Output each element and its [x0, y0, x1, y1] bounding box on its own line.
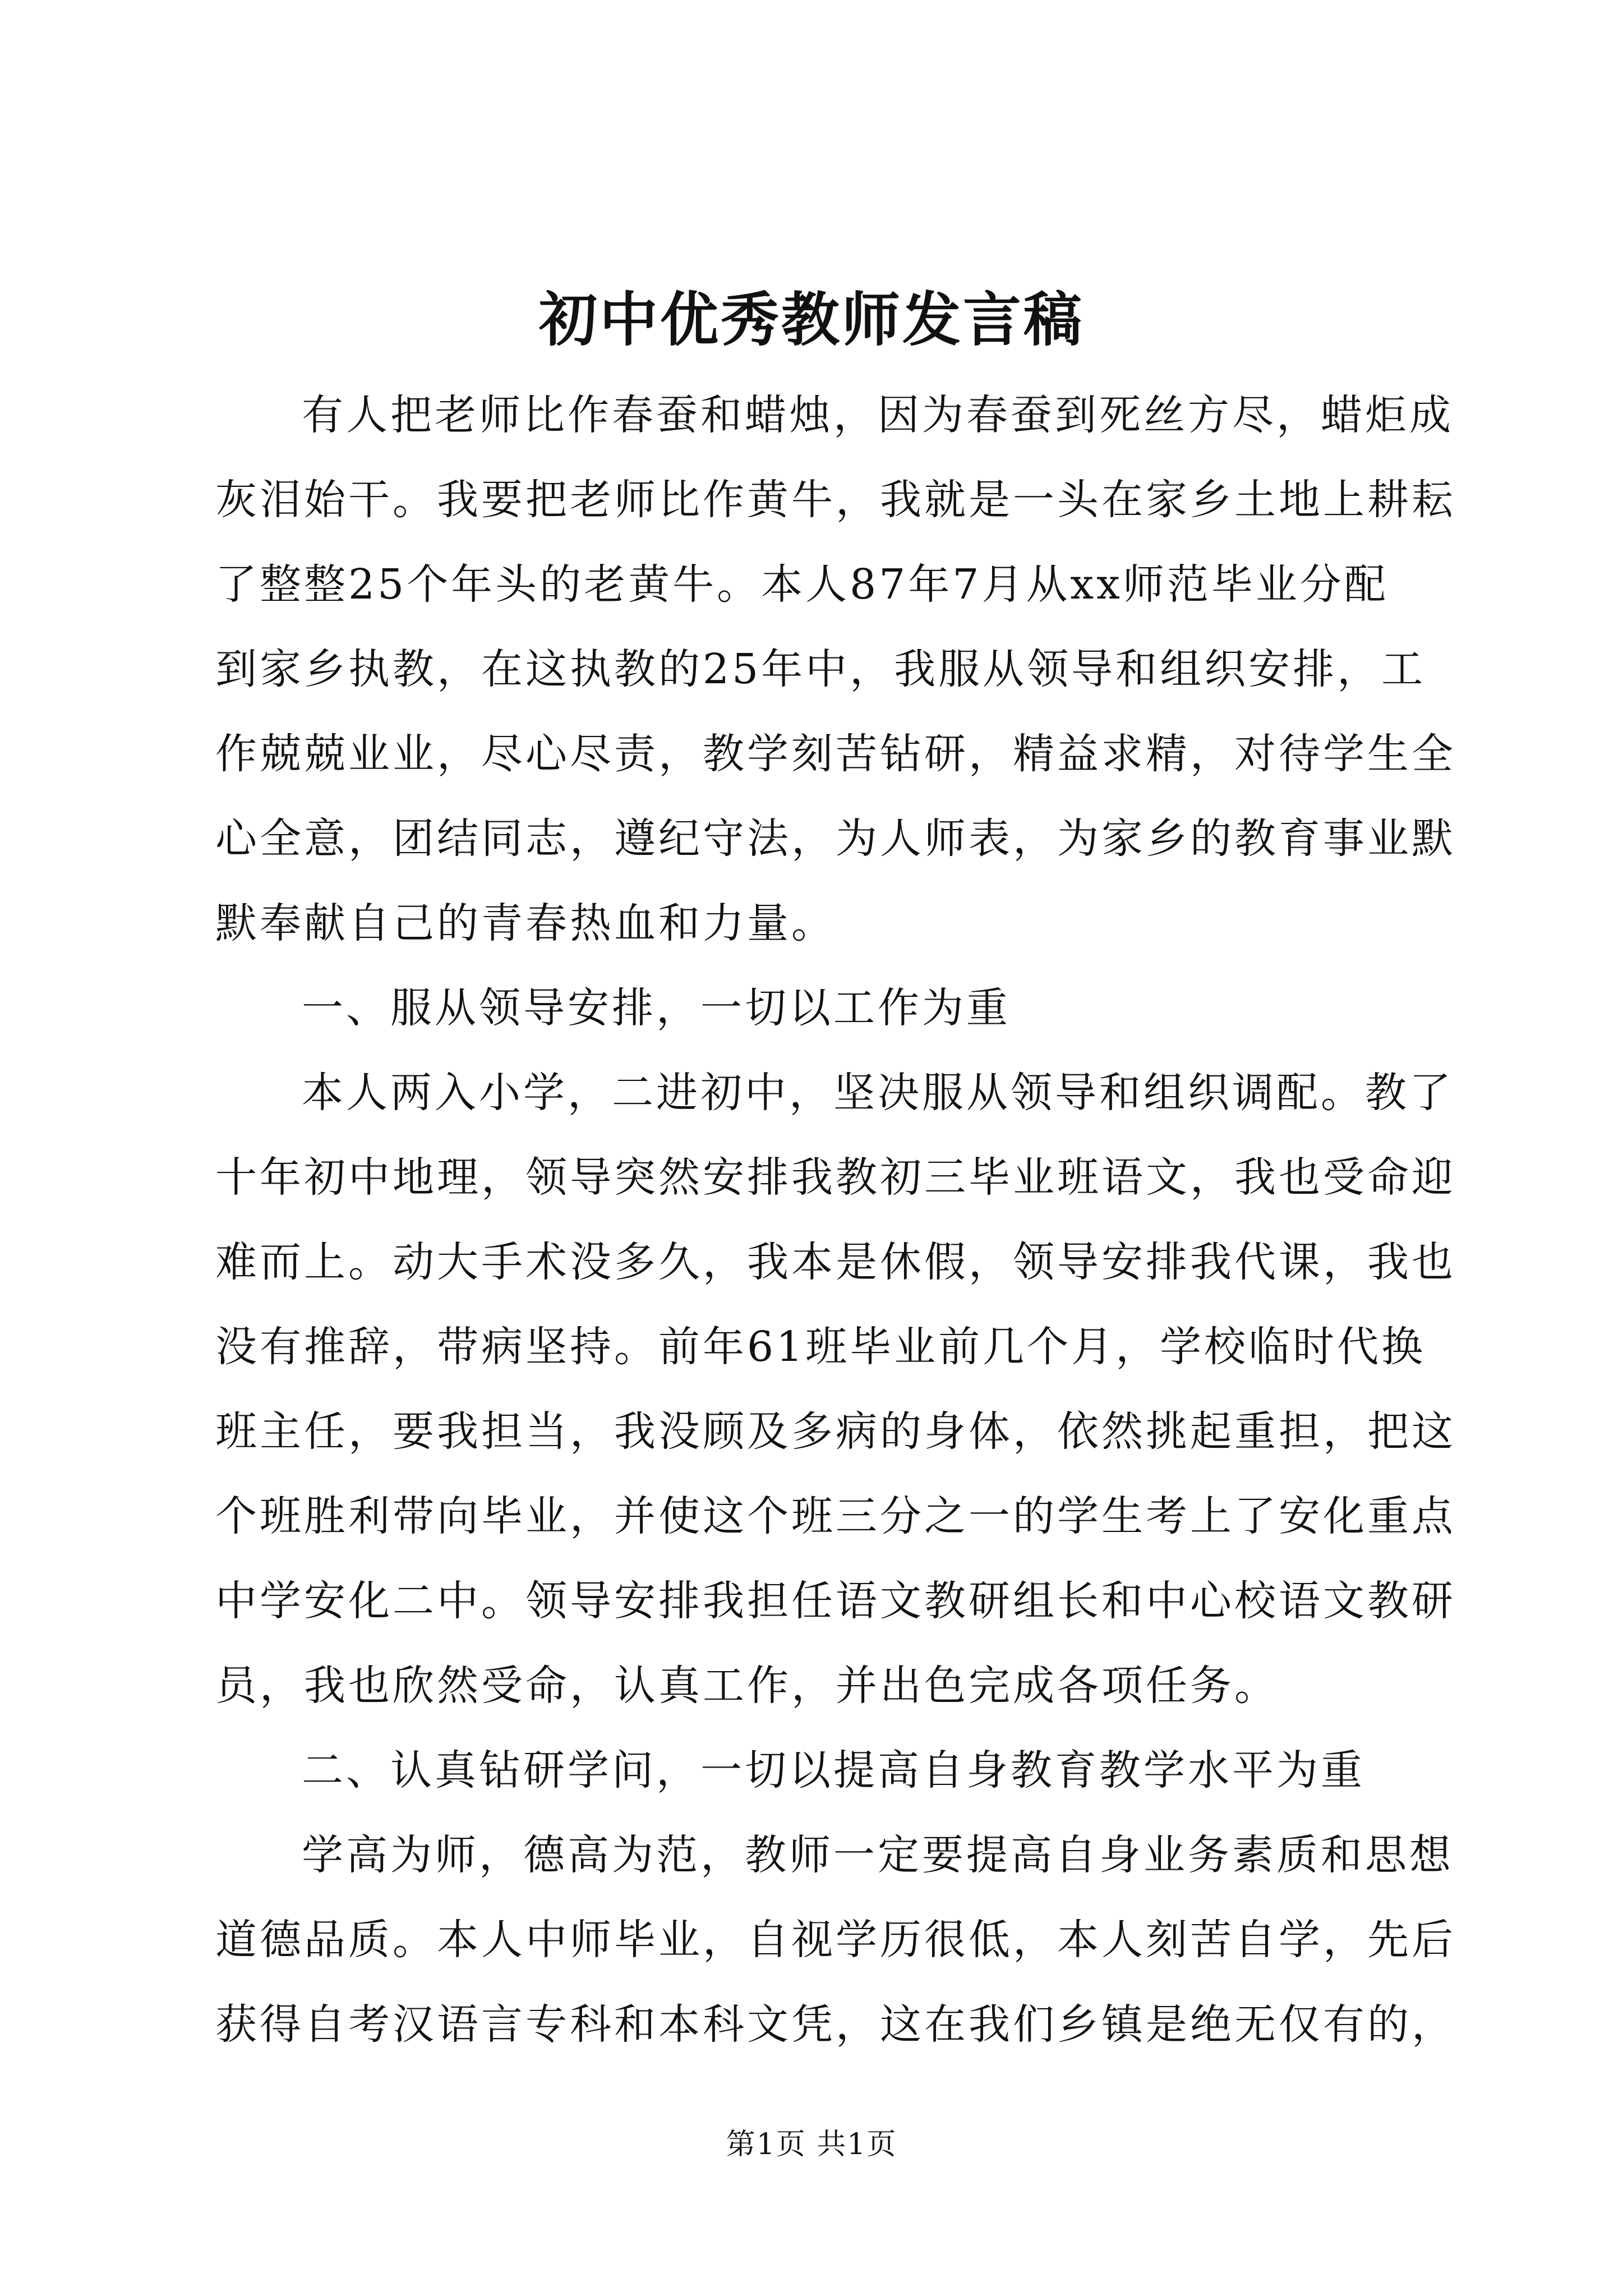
- paragraph-line: 班主任，要我担当，我没顾及多病的身体，依然挑起重担，把这: [215, 1407, 1456, 1456]
- paragraph-line: 道德品质。本人中师毕业，自视学历很低，本人刻苦自学，先后: [215, 1916, 1456, 1964]
- paragraph-line: 灰泪始干。我要把老师比作黄牛，我就是一头在家乡土地上耕耘: [215, 476, 1456, 524]
- page-footer: 第1页 共1页: [726, 2128, 897, 2161]
- paragraph-line: 了整整25个年头的老黄牛。本人87年7月从xx师范毕业分配: [215, 560, 1389, 609]
- paragraph-line: 默奉献自己的青春热血和力量。: [215, 899, 836, 947]
- paragraph-line: 难而上。动大手术没多久，我本是休假，领导安排我代课，我也: [215, 1238, 1456, 1286]
- section-heading: 二、认真钻研学问，一切以提高自身教育教学水平为重: [302, 1746, 1365, 1795]
- paragraph-line: 有人把老师比作春蚕和蜡烛，因为春蚕到死丝方尽，蜡炬成: [302, 391, 1454, 439]
- paragraph-line: 个班胜利带向毕业，并使这个班三分之一的学生考上了安化重点: [215, 1492, 1456, 1540]
- paragraph-line: 作兢兢业业，尽心尽责，教学刻苦钻研，精益求精，对待学生全: [215, 730, 1456, 778]
- paragraph-line: 心全意，团结同志，遵纪守法，为人师表，为家乡的教育事业默: [215, 815, 1456, 863]
- paragraph-line: 到家乡执教，在这执教的25年中，我服从领导和组织安排，工: [215, 645, 1426, 693]
- paragraph-line: 本人两入小学，二进初中，坚决服从领导和组织调配。教了: [302, 1069, 1454, 1117]
- section-heading: 一、服从领导安排，一切以工作为重: [302, 984, 1011, 1032]
- paragraph-line: 十年初中地理，领导突然安排我教初三毕业班语文，我也受命迎: [215, 1153, 1456, 1202]
- paragraph-line: 员，我也欣然受命，认真工作，并出色完成各项任务。: [215, 1662, 1279, 1710]
- paragraph-line: 学高为师，德高为范，教师一定要提高自身业务素质和思想: [302, 1831, 1454, 1879]
- paragraph-line: 没有推辞，带病坚持。前年61班毕业前几个月，学校临时代换: [215, 1323, 1426, 1371]
- paragraph-line: 中学安化二中。领导安排我担任语文教研组长和中心校语文教研: [215, 1577, 1456, 1625]
- paragraph-line: 获得自考汉语言专科和本科文凭，这在我们乡镇是绝无仅有的，: [215, 2000, 1456, 2049]
- page-title: 初中优秀教师发言稿: [538, 285, 1084, 354]
